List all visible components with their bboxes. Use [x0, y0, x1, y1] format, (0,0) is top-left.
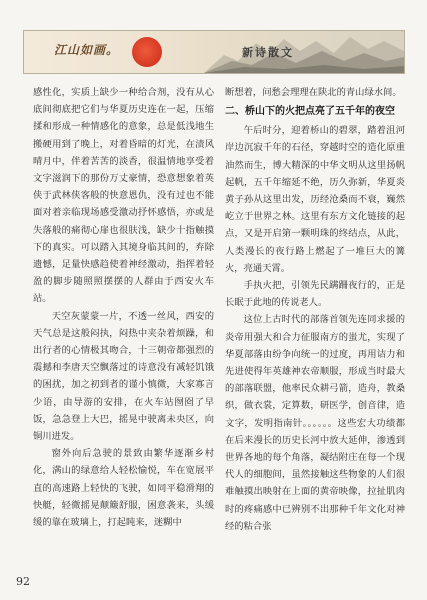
- paragraph: 午后时分，迎着桥山的碧翠，踏着沮河岸边沉寂千年的石径，穿越时空的造化原重油然而生，博大精深的中华文明从这里扬帆起帆，五千年缩延不绝，历久弥新，华夏炎黄子孙从这里出发，历经沧桑而不衰，巍然屹立于世界之林。这里有东方文化链接的起点，又是开启第一颗明珠的终结点，从此，人类漫长的夜行路上燃起了一堆巨大的篝火，亮通天霄。: [225, 125, 405, 274]
- header-banner: [23, 30, 405, 74]
- left-column: [33, 84, 214, 531]
- paragraph: 感性化，实质上缺少一种给合剂，没有从心底间彻底把它们与华夏历史连在一起，压缩揉和形成一种情感化的意象，总是低浅地生搬硬用到了晚上，对着昏暗的灯光，在渍风晴月中，伴着苦苦的淡香，很温情地享受着文字滋润下的那份万丈豪情，恐意想象着英侠于武林侠客般的快意恩仇，没有过也不能面对着亲临现场感受激动抒怀感悟，亦或是失落般的痛彻心扉也很肤浅，缺少十指触摸下的真实。可以踏入其境身临其间的，弃除遗憾，足量快感趋使着神经激动，指挥着轻盈的脚步随照照摆摆的人群由于西安火车站。: [33, 87, 214, 305]
- red-sun-icon: [132, 37, 162, 67]
- paragraph: 窗外向后急驶的景致由繁华逐渐乡村化，满山的绿意给人轻松愉悦，车在宽展平直的高速路上轻快的飞驶，如同平稳滑翔的快艇，轻微摇晃颠簸舒服，困意袭来，头缓缓的靠在玻璃上，打起盹来，迷糊中: [33, 448, 214, 529]
- page-number: 92: [16, 575, 30, 588]
- right-column: [225, 84, 405, 535]
- paragraph: 断想着，问愁会理理在陕北的青山绿水间。: [225, 87, 402, 98]
- paragraph: 手执火把，引领先民蹒跚夜行的，正是长眠于此地的传说老人。: [225, 280, 405, 309]
- calligraphy-title: 江山如画。: [54, 43, 120, 57]
- paragraph: 天空灰蒙蒙一片，不透一丝风，西安的天气总是这般闷执，闷热中夹杂着烦躁，和出行者的心情极其吻合，十三朝帝都强烈的震撼和李唐天空飘落过的诗意没有减轻饥饿的困扰，加之初到者的谨小慎微，大家寡言少语，由导游的安排，在火车站囫囵了早饭，急急登上大巴，摇晃中驶离未央区，向铜川进发。: [33, 310, 214, 443]
- column-title: 新诗散文: [242, 46, 294, 59]
- mountain-landscape-icon: [204, 31, 404, 73]
- section-heading: 二、桥山下的火把点亮了五千年的夜空: [225, 106, 395, 118]
- paragraph: 这位上古时代的部落首领先连同求援的炎帝用强大和合力征服南方的蚩尤，实现了华夏部落由纷争向统一的过度，再用诘力和先进使得年英雄神农帝顺服，形成当时最大的部落联盟，他率民众耕弓箭，造舟，教桑织，做衣裳，定算数，研医学，创音律，造文字，发明指南针。。。。。。这些宏大功绩都在后来漫长的历史长河中放大延伸，渗透到世界各地的每个角落，凝结附庄在每一个现代人的细胞间，虽然接触这些物象的人们很难触摸出映射在上面的黄帝映像，拉扯肌肉时的疼痛感中已辨别不出那种千年文化对神经的粘合张: [225, 314, 405, 532]
